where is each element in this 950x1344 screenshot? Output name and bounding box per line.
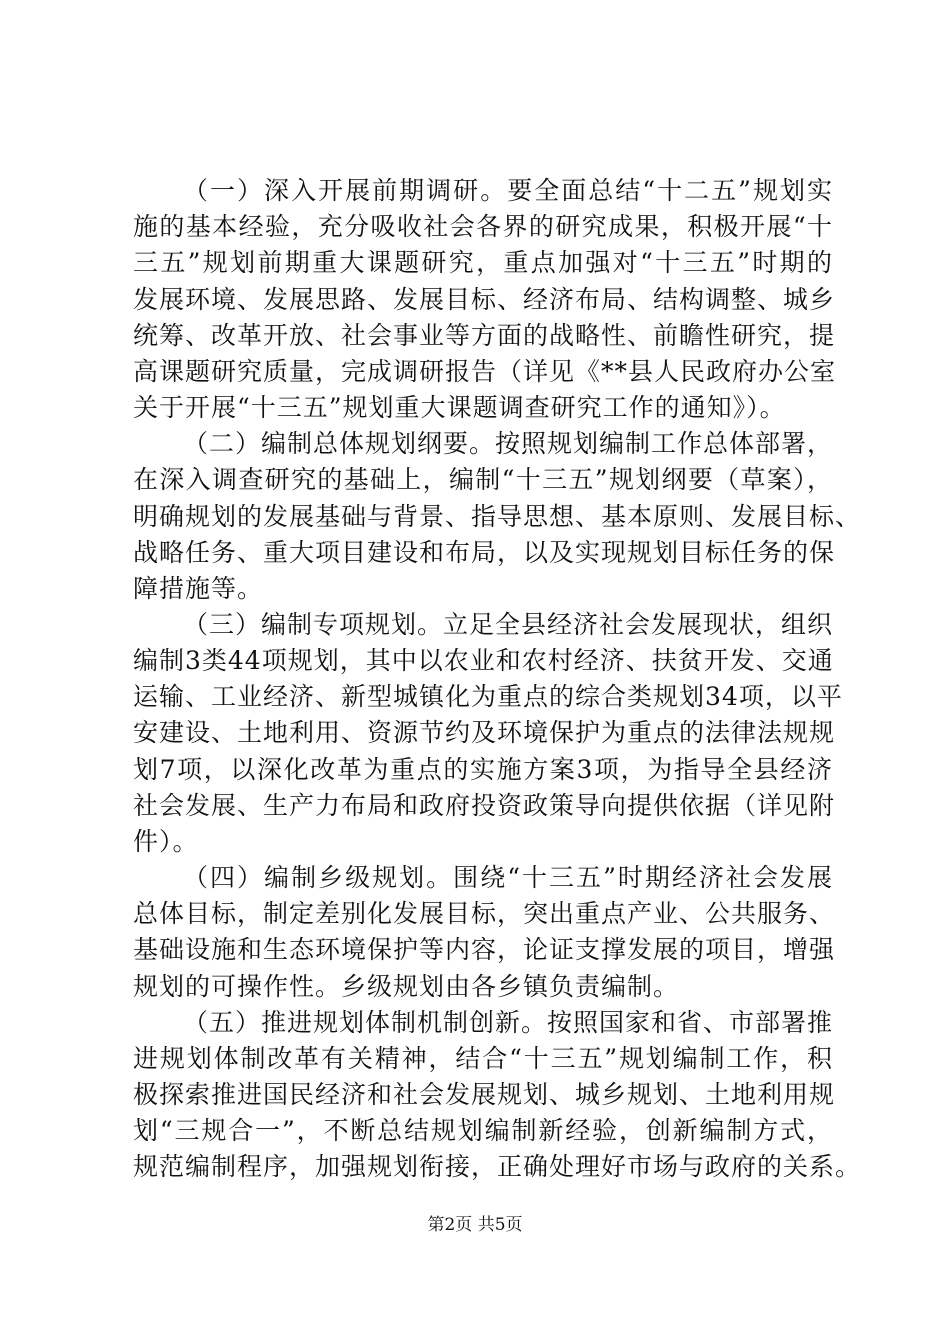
text-line: 安建设、土地利用、资源节约及环境保护为重点的法律法规规 bbox=[133, 718, 836, 747]
text-line: 基础设施和生态环境保护等内容，论证支撑发展的项目，增强 bbox=[133, 935, 836, 964]
text-line: 高课题研究质量，完成调研报告（详见《**县人民政府办公室 bbox=[133, 357, 837, 386]
text-line: （五）推进规划体制机制创新。按照国家和省、市部署推 bbox=[183, 1008, 834, 1037]
text-line: 在深入调查研究的基础上，编制“十三五”规划纲要（草案）， bbox=[133, 465, 833, 494]
text-line: （三）编制专项规划。立足全县经济社会发展现状，组织 bbox=[183, 610, 834, 639]
text-line: 施的基本经验，充分吸收社会各界的研究成果，积极开展“十 bbox=[133, 212, 833, 241]
text-line: 规范编制程序，加强规划衔接，正确处理好市场与政府的关系。 bbox=[133, 1152, 862, 1181]
text-line: 社会发展、生产力布局和政府投资政策导向提供依据（详见附 bbox=[133, 791, 836, 820]
text-line: 三五”规划前期重大课题研究，重点加强对“十三五”时期的 bbox=[133, 248, 833, 277]
text-line: 战略任务、重大项目建设和布局，以及实现规划目标任务的保 bbox=[133, 538, 836, 567]
text-line: （一）深入开展前期调研。要全面总结“十二五”规划实 bbox=[183, 176, 833, 205]
text-line: 运输、工业经济、新型城镇化为重点的综合类规划34项，以平 bbox=[133, 682, 843, 711]
text-line: 规划的可操作性。乡级规划由各乡镇负责编制。 bbox=[133, 972, 680, 1001]
text-line: 发展环境、发展思路、发展目标、经济布局、结构调整、城乡 bbox=[133, 285, 836, 314]
text-line: 极探索推进国民经济和社会发展规划、城乡规划、土地利用规 bbox=[133, 1080, 836, 1109]
text-line: 划“三规合一”，不断总结规划编制新经验，创新编制方式， bbox=[133, 1116, 833, 1145]
text-line: 统筹、改革开放、社会事业等方面的战略性、前瞻性研究，提 bbox=[133, 321, 836, 350]
text-line: 明确规划的发展基础与背景、指导思想、基本原则、发展目标、 bbox=[133, 502, 862, 531]
page-number: 第2页 共5页 bbox=[427, 1215, 523, 1235]
text-line: 关于开展“十三五”规划重大课题调查研究工作的通知》）。 bbox=[133, 393, 786, 422]
text-line: 总体目标，制定差别化发展目标，突出重点产业、公共服务、 bbox=[133, 899, 836, 928]
text-line: 编制3类44项规划，其中以农业和农村经济、扶贫开发、交通 bbox=[133, 646, 834, 675]
text-line: （二）编制总体规划纲要。按照规划编制工作总体部署， bbox=[183, 429, 834, 458]
text-line: 划7项，以深化改革为重点的实施方案3项，为指导全县经济 bbox=[133, 755, 833, 784]
text-line: （四）编制乡级规划。围绕“十三五”时期经济社会发展 bbox=[183, 863, 833, 892]
text-line: 进规划体制改革有关精神，结合“十三五”规划编制工作，积 bbox=[133, 1044, 833, 1073]
text-line: 件）。 bbox=[133, 827, 199, 856]
text-line: 障措施等。 bbox=[133, 574, 264, 603]
